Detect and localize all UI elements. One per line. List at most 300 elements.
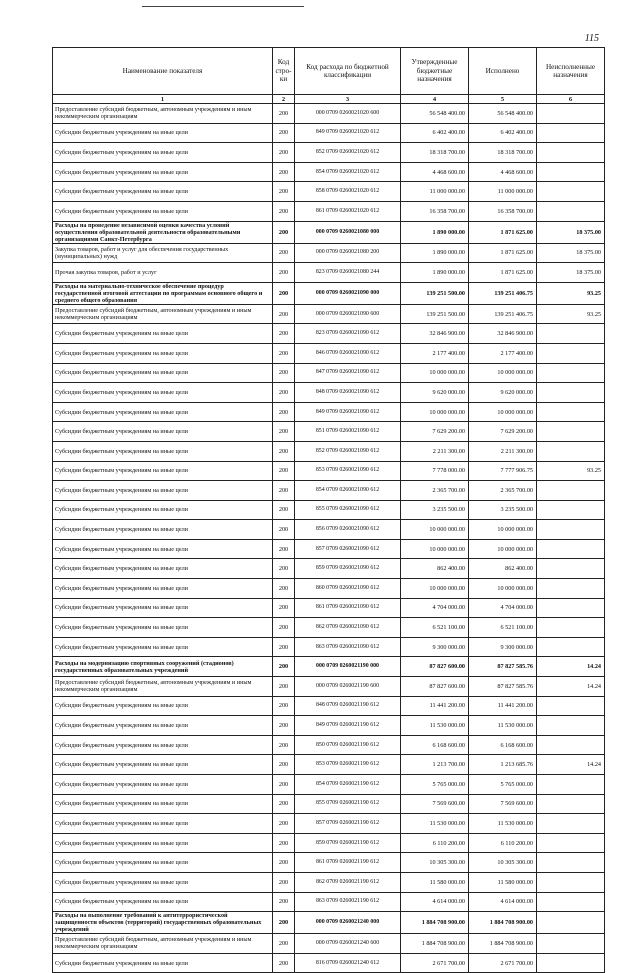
table-row xyxy=(53,143,605,163)
row-approved-cell: 2 671 700.00 xyxy=(401,953,469,973)
row-unexecuted-cell xyxy=(537,162,605,182)
row-executed-cell: 56 548 400.00 xyxy=(469,104,537,124)
row-name-cell: Субсидии бюджетным учреждениям на иные цели xyxy=(53,441,273,461)
row-approved-cell: 56 548 400.00 xyxy=(401,104,469,124)
row-code-cell: 200 xyxy=(273,637,295,657)
row-approved-cell: 6 521 100.00 xyxy=(401,618,469,638)
row-classification-cell: 848 0709 0260021190 612 xyxy=(295,696,401,716)
row-executed-cell: 2 211 300.00 xyxy=(469,441,537,461)
row-approved-cell: 11 000 000.00 xyxy=(401,182,469,202)
row-name-cell: Закупка товаров, работ и услуг для обеспечения государственных (муниципальных) нужд xyxy=(53,243,273,263)
row-classification-cell: 816 0709 0260021240 612 xyxy=(295,953,401,973)
row-classification-cell: 859 0709 0260021090 612 xyxy=(295,559,401,579)
row-executed-cell: 1 871 625.00 xyxy=(469,263,537,283)
row-unexecuted-cell: 93.25 xyxy=(537,304,605,324)
table-row xyxy=(53,579,605,599)
row-code-cell: 200 xyxy=(273,814,295,834)
col-number: 6 xyxy=(537,95,605,104)
row-name-cell: Субсидии бюджетным учреждениям на иные цели xyxy=(53,794,273,814)
row-code-cell: 200 xyxy=(273,853,295,873)
table-row xyxy=(53,794,605,814)
row-executed-cell: 11 441 200.00 xyxy=(469,696,537,716)
table-row xyxy=(53,716,605,736)
row-code-cell: 200 xyxy=(273,243,295,263)
row-classification-cell: 849 0709 0260021190 612 xyxy=(295,716,401,736)
row-classification-cell: 823 0709 0260021090 612 xyxy=(295,324,401,344)
header-row xyxy=(53,48,605,95)
row-code-cell: 200 xyxy=(273,579,295,599)
table-row xyxy=(53,755,605,775)
row-approved-cell: 10 305 300.00 xyxy=(401,853,469,873)
row-executed-cell: 3 235 500.00 xyxy=(469,500,537,520)
row-approved-cell: 10 000 000.00 xyxy=(401,520,469,540)
table-row xyxy=(53,162,605,182)
row-code-cell: 200 xyxy=(273,441,295,461)
row-approved-cell: 4 468 600.00 xyxy=(401,162,469,182)
row-code-cell: 200 xyxy=(273,696,295,716)
row-name-cell: Субсидии бюджетным учреждениям на иные цели xyxy=(53,162,273,182)
row-executed-cell: 4 704 000.00 xyxy=(469,598,537,618)
row-code-cell: 200 xyxy=(273,143,295,163)
row-code-cell: 200 xyxy=(273,304,295,324)
row-name-cell: Субсидии бюджетным учреждениям на иные цели xyxy=(53,637,273,657)
row-code-cell: 200 xyxy=(273,794,295,814)
row-unexecuted-cell xyxy=(537,794,605,814)
row-unexecuted-cell xyxy=(537,539,605,559)
row-unexecuted-cell xyxy=(537,579,605,599)
row-approved-cell: 11 530 000.00 xyxy=(401,814,469,834)
row-approved-cell: 2 177 400.00 xyxy=(401,343,469,363)
row-name-cell: Расходы на выполнение требований к антитеррористической защищенности объектов (территорий) государственных образовательных учреждений xyxy=(53,912,273,934)
row-classification-cell: 854 0709 0260021020 612 xyxy=(295,162,401,182)
row-code-cell: 200 xyxy=(273,618,295,638)
row-unexecuted-cell xyxy=(537,637,605,657)
table-row xyxy=(53,677,605,697)
col-number: 2 xyxy=(273,95,295,104)
row-classification-cell: 850 0709 0260021190 612 xyxy=(295,735,401,755)
row-unexecuted-cell xyxy=(537,481,605,501)
table-row xyxy=(53,304,605,324)
row-unexecuted-cell xyxy=(537,500,605,520)
table-row xyxy=(53,383,605,403)
row-approved-cell: 139 251 500.00 xyxy=(401,304,469,324)
row-unexecuted-cell xyxy=(537,559,605,579)
row-unexecuted-cell: 18 375.00 xyxy=(537,243,605,263)
row-code-cell: 200 xyxy=(273,735,295,755)
row-classification-cell: 852 0709 0260021090 612 xyxy=(295,441,401,461)
row-code-cell: 200 xyxy=(273,872,295,892)
row-name-cell: Предоставление субсидий бюджетным, автономным учреждениям и иным некоммерческим организациям xyxy=(53,677,273,697)
table-row xyxy=(53,735,605,755)
row-approved-cell: 1 890 000.00 xyxy=(401,243,469,263)
row-executed-cell: 4 468 600.00 xyxy=(469,162,537,182)
row-classification-cell: 862 0709 0260021090 612 xyxy=(295,618,401,638)
row-name-cell: Субсидии бюджетным учреждениям на иные цели xyxy=(53,814,273,834)
col-header-classification: Код расхода по бюджетной классификации xyxy=(295,48,401,95)
row-name-cell: Субсидии бюджетным учреждениям на иные цели xyxy=(53,618,273,638)
row-unexecuted-cell xyxy=(537,912,605,934)
row-approved-cell: 10 000 000.00 xyxy=(401,363,469,383)
row-name-cell: Субсидии бюджетным учреждениям на иные цели xyxy=(53,500,273,520)
row-name-cell: Предоставление субсидий бюджетным, автономным учреждениям и иным некоммерческим организациям xyxy=(53,104,273,124)
row-code-cell: 200 xyxy=(273,221,295,243)
col-number: 3 xyxy=(295,95,401,104)
row-executed-cell: 10 000 000.00 xyxy=(469,520,537,540)
row-classification-cell: 858 0709 0260021020 612 xyxy=(295,182,401,202)
row-approved-cell: 1 890 000.00 xyxy=(401,263,469,283)
row-approved-cell: 862 400.00 xyxy=(401,559,469,579)
row-name-cell: Субсидии бюджетным учреждениям на иные цели xyxy=(53,182,273,202)
row-unexecuted-cell xyxy=(537,735,605,755)
row-executed-cell: 18 318 700.00 xyxy=(469,143,537,163)
row-unexecuted-cell: 14.24 xyxy=(537,677,605,697)
row-name-cell: Субсидии бюджетным учреждениям на иные цели xyxy=(53,853,273,873)
row-executed-cell: 2 365 700.00 xyxy=(469,481,537,501)
row-unexecuted-cell xyxy=(537,104,605,124)
row-code-cell: 200 xyxy=(273,598,295,618)
row-classification-cell: 853 0709 0260021090 612 xyxy=(295,461,401,481)
row-code-cell: 200 xyxy=(273,461,295,481)
row-code-cell: 200 xyxy=(273,716,295,736)
row-executed-cell: 2 177 400.00 xyxy=(469,343,537,363)
row-executed-cell: 32 846 900.00 xyxy=(469,324,537,344)
row-executed-cell: 1 213 685.76 xyxy=(469,755,537,775)
row-classification-cell: 861 0709 0260021190 612 xyxy=(295,853,401,873)
row-approved-cell: 11 580 000.00 xyxy=(401,872,469,892)
row-classification-cell: 000 0709 0260021240 600 xyxy=(295,934,401,954)
table-row xyxy=(53,559,605,579)
row-unexecuted-cell xyxy=(537,402,605,422)
row-executed-cell: 6 402 400.00 xyxy=(469,123,537,143)
row-name-cell: Предоставление субсидий бюджетным, автономным учреждениям и иным некоммерческим организациям xyxy=(53,934,273,954)
row-approved-cell: 9 300 000.00 xyxy=(401,637,469,657)
row-unexecuted-cell xyxy=(537,953,605,973)
row-unexecuted-cell xyxy=(537,343,605,363)
row-code-cell: 200 xyxy=(273,422,295,442)
table-section-row xyxy=(53,657,605,677)
row-code-cell: 200 xyxy=(273,481,295,501)
row-code-cell: 200 xyxy=(273,559,295,579)
table-row xyxy=(53,853,605,873)
row-unexecuted-cell xyxy=(537,363,605,383)
row-approved-cell: 2 211 300.00 xyxy=(401,441,469,461)
row-approved-cell: 6 110 200.00 xyxy=(401,833,469,853)
row-executed-cell: 11 580 000.00 xyxy=(469,872,537,892)
col-header-approved: Утвержденные бюджетные назначения xyxy=(401,48,469,95)
table-row xyxy=(53,343,605,363)
table-row xyxy=(53,520,605,540)
row-executed-cell: 862 400.00 xyxy=(469,559,537,579)
row-unexecuted-cell: 18 375.00 xyxy=(537,221,605,243)
row-code-cell: 200 xyxy=(273,755,295,775)
row-executed-cell: 7 777 906.75 xyxy=(469,461,537,481)
row-classification-cell: 860 0709 0260021090 612 xyxy=(295,579,401,599)
row-unexecuted-cell xyxy=(537,716,605,736)
table-row xyxy=(53,104,605,124)
row-code-cell: 200 xyxy=(273,123,295,143)
row-approved-cell: 3 235 500.00 xyxy=(401,500,469,520)
row-name-cell: Субсидии бюджетным учреждениям на иные цели xyxy=(53,559,273,579)
row-unexecuted-cell xyxy=(537,872,605,892)
row-executed-cell: 7 629 200.00 xyxy=(469,422,537,442)
row-code-cell: 200 xyxy=(273,912,295,934)
row-executed-cell: 87 827 585.76 xyxy=(469,657,537,677)
row-classification-cell: 849 0709 0260021090 612 xyxy=(295,402,401,422)
row-executed-cell: 10 000 000.00 xyxy=(469,402,537,422)
row-unexecuted-cell xyxy=(537,422,605,442)
page-number: 115 xyxy=(584,33,599,44)
table-row xyxy=(53,441,605,461)
row-unexecuted-cell xyxy=(537,598,605,618)
row-name-cell: Субсидии бюджетным учреждениям на иные цели xyxy=(53,481,273,501)
row-code-cell: 200 xyxy=(273,201,295,221)
row-unexecuted-cell xyxy=(537,892,605,912)
table-row xyxy=(53,324,605,344)
table-row xyxy=(53,422,605,442)
row-unexecuted-cell xyxy=(537,383,605,403)
row-name-cell: Субсидии бюджетным учреждениям на иные цели xyxy=(53,383,273,403)
table-row xyxy=(53,263,605,283)
row-approved-cell: 4 614 000.00 xyxy=(401,892,469,912)
row-approved-cell: 139 251 500.00 xyxy=(401,282,469,304)
table-row xyxy=(53,201,605,221)
row-classification-cell: 857 0709 0260021190 612 xyxy=(295,814,401,834)
row-approved-cell: 4 704 000.00 xyxy=(401,598,469,618)
row-executed-cell: 11 530 000.00 xyxy=(469,716,537,736)
row-code-cell: 200 xyxy=(273,953,295,973)
table-row xyxy=(53,953,605,973)
col-header-code: Код стро-ки xyxy=(273,48,295,95)
row-classification-cell: 855 0709 0260021090 612 xyxy=(295,500,401,520)
row-unexecuted-cell: 93.25 xyxy=(537,282,605,304)
row-approved-cell: 87 827 600.00 xyxy=(401,657,469,677)
row-code-cell: 200 xyxy=(273,520,295,540)
row-name-cell: Субсидии бюджетным учреждениям на иные цели xyxy=(53,422,273,442)
row-classification-cell: 863 0709 0260021090 612 xyxy=(295,637,401,657)
row-approved-cell: 7 569 600.00 xyxy=(401,794,469,814)
row-approved-cell: 11 441 200.00 xyxy=(401,696,469,716)
table-row xyxy=(53,872,605,892)
row-name-cell: Субсидии бюджетным учреждениям на иные цели xyxy=(53,579,273,599)
row-code-cell: 200 xyxy=(273,500,295,520)
row-unexecuted-cell xyxy=(537,441,605,461)
row-code-cell: 200 xyxy=(273,263,295,283)
row-classification-cell: 863 0709 0260021190 612 xyxy=(295,892,401,912)
row-name-cell: Субсидии бюджетным учреждениям на иные цели xyxy=(53,123,273,143)
row-executed-cell: 10 000 000.00 xyxy=(469,539,537,559)
row-executed-cell: 1 884 708 900.00 xyxy=(469,912,537,934)
table-body xyxy=(53,104,605,973)
row-executed-cell: 7 569 600.00 xyxy=(469,794,537,814)
row-executed-cell: 10 000 000.00 xyxy=(469,363,537,383)
row-unexecuted-cell: 18 375.00 xyxy=(537,263,605,283)
row-approved-cell: 5 765 000.00 xyxy=(401,775,469,795)
table-row xyxy=(53,243,605,263)
row-name-cell: Субсидии бюджетным учреждениям на иные цели xyxy=(53,343,273,363)
row-approved-cell: 1 884 708 900.00 xyxy=(401,912,469,934)
row-approved-cell: 11 530 000.00 xyxy=(401,716,469,736)
row-classification-cell: 000 0709 0260021090 600 xyxy=(295,304,401,324)
row-executed-cell: 6 110 200.00 xyxy=(469,833,537,853)
table-row xyxy=(53,814,605,834)
row-code-cell: 200 xyxy=(273,182,295,202)
row-name-cell: Субсидии бюджетным учреждениям на иные цели xyxy=(53,872,273,892)
row-code-cell: 200 xyxy=(273,657,295,677)
row-code-cell: 200 xyxy=(273,892,295,912)
row-executed-cell: 139 251 406.75 xyxy=(469,282,537,304)
column-number-row xyxy=(53,95,605,104)
table-section-row xyxy=(53,282,605,304)
budget-table xyxy=(52,47,605,973)
row-approved-cell: 1 213 700.00 xyxy=(401,755,469,775)
top-rule xyxy=(142,6,304,7)
col-number: 1 xyxy=(53,95,273,104)
row-name-cell: Предоставление субсидий бюджетным, автономным учреждениям и иным некоммерческим организациям xyxy=(53,304,273,324)
table-row xyxy=(53,934,605,954)
row-name-cell: Субсидии бюджетным учреждениям на иные цели xyxy=(53,201,273,221)
row-executed-cell: 9 620 000.00 xyxy=(469,383,537,403)
row-executed-cell: 11 530 000.00 xyxy=(469,814,537,834)
row-name-cell: Субсидии бюджетным учреждениям на иные цели xyxy=(53,402,273,422)
row-classification-cell: 853 0709 0260021190 612 xyxy=(295,755,401,775)
table-row xyxy=(53,182,605,202)
col-header-executed: Исполнено xyxy=(469,48,537,95)
row-classification-cell: 859 0709 0260021190 612 xyxy=(295,833,401,853)
table-row xyxy=(53,637,605,657)
row-classification-cell: 823 0709 0260021080 244 xyxy=(295,263,401,283)
row-approved-cell: 7 778 000.00 xyxy=(401,461,469,481)
row-unexecuted-cell xyxy=(537,696,605,716)
row-approved-cell: 2 365 700.00 xyxy=(401,481,469,501)
row-name-cell: Субсидии бюджетным учреждениям на иные цели xyxy=(53,953,273,973)
row-name-cell: Субсидии бюджетным учреждениям на иные цели xyxy=(53,461,273,481)
row-executed-cell: 6 521 100.00 xyxy=(469,618,537,638)
row-classification-cell: 857 0709 0260021090 612 xyxy=(295,539,401,559)
col-header-name: Наименование показателя xyxy=(53,48,273,95)
row-unexecuted-cell xyxy=(537,833,605,853)
row-name-cell: Субсидии бюджетным учреждениям на иные цели xyxy=(53,833,273,853)
row-code-cell: 200 xyxy=(273,934,295,954)
row-approved-cell: 7 629 200.00 xyxy=(401,422,469,442)
row-classification-cell: 000 0709 0260021080 000 xyxy=(295,221,401,243)
row-executed-cell: 10 000 000.00 xyxy=(469,579,537,599)
row-name-cell: Субсидии бюджетным учреждениям на иные цели xyxy=(53,696,273,716)
row-name-cell: Расходы на проведение независимой оценки качества условий осуществления образовательной деятельности образовательными организациями Санкт-Петербурга xyxy=(53,221,273,243)
row-code-cell: 200 xyxy=(273,833,295,853)
row-classification-cell: 000 0709 0260021020 600 xyxy=(295,104,401,124)
row-code-cell: 200 xyxy=(273,402,295,422)
row-approved-cell: 18 318 700.00 xyxy=(401,143,469,163)
row-classification-cell: 854 0709 0260021190 612 xyxy=(295,775,401,795)
row-unexecuted-cell xyxy=(537,324,605,344)
row-approved-cell: 6 168 600.00 xyxy=(401,735,469,755)
row-name-cell: Субсидии бюджетным учреждениям на иные цели xyxy=(53,520,273,540)
row-classification-cell: 000 0709 0260021190 000 xyxy=(295,657,401,677)
row-executed-cell: 139 251 406.75 xyxy=(469,304,537,324)
row-classification-cell: 856 0709 0260021090 612 xyxy=(295,520,401,540)
table-row xyxy=(53,500,605,520)
row-classification-cell: 000 0709 0260021090 000 xyxy=(295,282,401,304)
table-row xyxy=(53,696,605,716)
table-row xyxy=(53,618,605,638)
col-number: 4 xyxy=(401,95,469,104)
row-code-cell: 200 xyxy=(273,324,295,344)
row-unexecuted-cell: 14.24 xyxy=(537,755,605,775)
row-name-cell: Субсидии бюджетным учреждениям на иные цели xyxy=(53,143,273,163)
row-unexecuted-cell xyxy=(537,814,605,834)
row-unexecuted-cell xyxy=(537,775,605,795)
row-approved-cell: 10 000 000.00 xyxy=(401,539,469,559)
row-executed-cell: 6 168 600.00 xyxy=(469,735,537,755)
col-number: 5 xyxy=(469,95,537,104)
row-executed-cell: 1 884 708 900.00 xyxy=(469,934,537,954)
row-code-cell: 200 xyxy=(273,677,295,697)
row-unexecuted-cell xyxy=(537,934,605,954)
row-unexecuted-cell xyxy=(537,618,605,638)
row-code-cell: 200 xyxy=(273,104,295,124)
row-name-cell: Субсидии бюджетным учреждениям на иные цели xyxy=(53,716,273,736)
row-approved-cell: 87 827 600.00 xyxy=(401,677,469,697)
row-executed-cell: 5 765 000.00 xyxy=(469,775,537,795)
row-code-cell: 200 xyxy=(273,775,295,795)
table-row xyxy=(53,461,605,481)
table-section-row xyxy=(53,221,605,243)
row-classification-cell: 848 0709 0260021090 612 xyxy=(295,383,401,403)
row-executed-cell: 1 871 625.00 xyxy=(469,243,537,263)
row-unexecuted-cell xyxy=(537,143,605,163)
row-executed-cell: 2 671 700.00 xyxy=(469,953,537,973)
row-approved-cell: 16 358 700.00 xyxy=(401,201,469,221)
row-name-cell: Субсидии бюджетным учреждениям на иные цели xyxy=(53,755,273,775)
row-classification-cell: 852 0709 0260021020 612 xyxy=(295,143,401,163)
table-row xyxy=(53,123,605,143)
table-section-row xyxy=(53,912,605,934)
row-approved-cell: 9 620 000.00 xyxy=(401,383,469,403)
row-classification-cell: 847 0709 0260021090 612 xyxy=(295,363,401,383)
table-row xyxy=(53,402,605,422)
row-classification-cell: 000 0709 0260021190 600 xyxy=(295,677,401,697)
row-executed-cell: 1 871 625.00 xyxy=(469,221,537,243)
col-header-unexecuted: Неисполненные назначения xyxy=(537,48,605,95)
table-row xyxy=(53,363,605,383)
row-approved-cell: 1 890 000.00 xyxy=(401,221,469,243)
row-code-cell: 200 xyxy=(273,282,295,304)
row-name-cell: Субсидии бюджетным учреждениям на иные цели xyxy=(53,598,273,618)
row-approved-cell: 10 000 000.00 xyxy=(401,402,469,422)
row-classification-cell: 849 0709 0260021020 612 xyxy=(295,123,401,143)
row-name-cell: Субсидии бюджетным учреждениям на иные цели xyxy=(53,363,273,383)
row-name-cell: Расходы на материально-техническое обеспечение процедур государственной итоговой аттестации по программам основного общего и среднего общего образования xyxy=(53,282,273,304)
table-row xyxy=(53,775,605,795)
row-code-cell: 200 xyxy=(273,162,295,182)
row-code-cell: 200 xyxy=(273,363,295,383)
row-name-cell: Прочая закупка товаров, работ и услуг xyxy=(53,263,273,283)
row-classification-cell: 862 0709 0260021190 612 xyxy=(295,872,401,892)
row-classification-cell: 854 0709 0260021090 612 xyxy=(295,481,401,501)
row-classification-cell: 000 0709 0260021240 000 xyxy=(295,912,401,934)
row-code-cell: 200 xyxy=(273,539,295,559)
row-executed-cell: 9 300 000.00 xyxy=(469,637,537,657)
row-classification-cell: 855 0709 0260021190 612 xyxy=(295,794,401,814)
row-unexecuted-cell xyxy=(537,123,605,143)
row-name-cell: Расходы на модернизацию спортивных сооружений (стадионов) государственных образовательных учреждений xyxy=(53,657,273,677)
row-classification-cell: 000 0709 0260021080 200 xyxy=(295,243,401,263)
row-name-cell: Субсидии бюджетным учреждениям на иные цели xyxy=(53,892,273,912)
table-row xyxy=(53,598,605,618)
row-name-cell: Субсидии бюджетным учреждениям на иные цели xyxy=(53,539,273,559)
table-row xyxy=(53,481,605,501)
row-executed-cell: 16 358 700.00 xyxy=(469,201,537,221)
